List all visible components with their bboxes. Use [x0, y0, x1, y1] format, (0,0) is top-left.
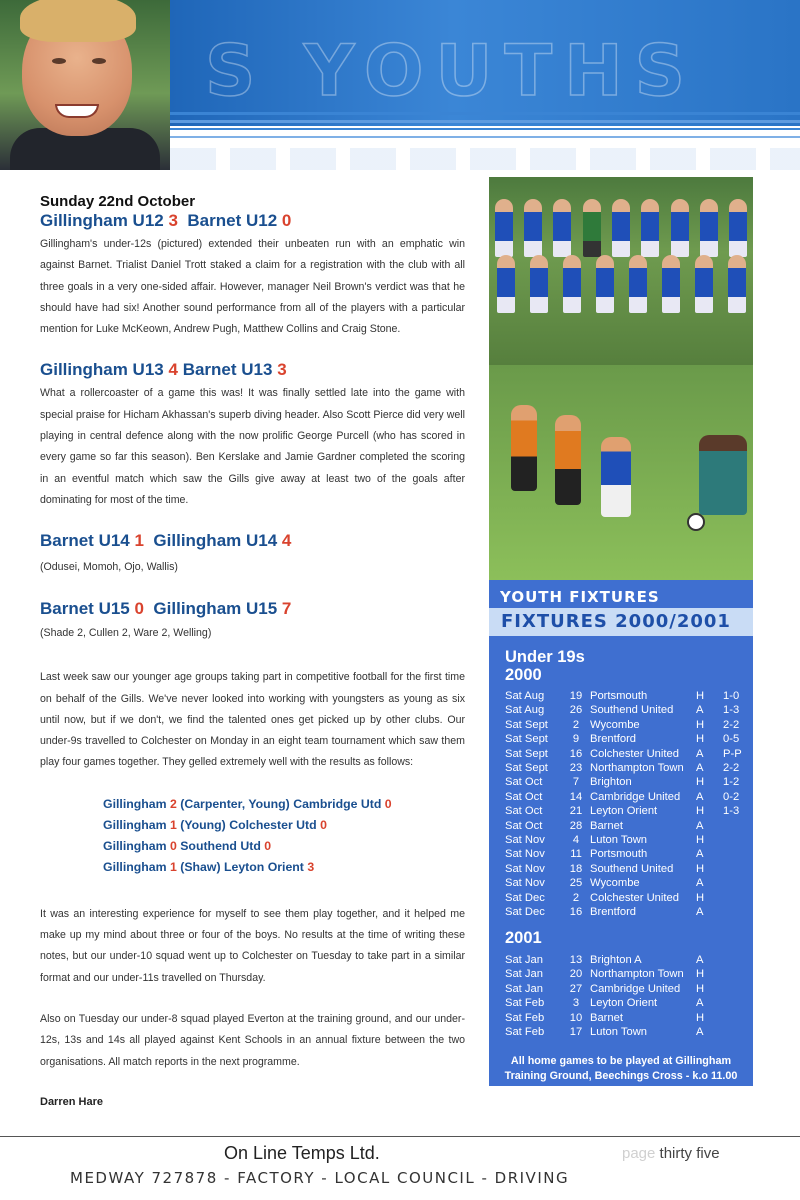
fixture-opponent: Wycombe — [590, 718, 640, 731]
fixture-opponent: Southend United — [590, 862, 674, 875]
home-score: 0 — [134, 599, 144, 619]
report-date: Sunday 22nd October — [40, 193, 196, 210]
match-report: Gillingham's under-12s (pictured) extended their unbeaten run with an emphatic win against Barnet. Trialist Daniel Trott staked a claim for a registration with the club with all three goals in a very one-sided affair. However, manager Neil Brown's verdict was that he should have had six! Another sound performance from all of the players with a particular mention for Luke McKeown, Andrew Pugh, Matthew Collins and Craig Stone. — [40, 238, 465, 336]
player-figure — [596, 255, 614, 313]
player-figure — [563, 255, 581, 313]
fixture-date: 26 — [569, 704, 583, 717]
fixture-row — [505, 1011, 753, 1025]
fixture-opponent: Southend United — [590, 704, 674, 717]
footer-divider — [0, 1136, 800, 1137]
fixture-day: Sat Dec — [505, 906, 545, 919]
player-figure — [495, 199, 513, 257]
fixture-score: 2-2 — [723, 762, 740, 775]
fixture-venue: A — [696, 762, 704, 775]
fixture-opponent: Luton Town — [590, 1026, 648, 1039]
fixture-venue: H — [696, 805, 705, 818]
result-team: Gillingham — [103, 817, 167, 832]
fixture-venue: H — [696, 1011, 705, 1024]
fixture-row — [505, 819, 753, 833]
player-figure — [728, 255, 746, 313]
fixture-score — [723, 847, 753, 861]
fixture-score: 1-3 — [723, 704, 740, 717]
home-team: Barnet U14 — [40, 531, 130, 551]
fixture-date: 19 — [569, 690, 583, 702]
year-heading: 2000 — [505, 666, 542, 684]
coach-portrait — [0, 0, 170, 170]
fixture-venue: A — [696, 906, 704, 919]
fixture-venue: A — [696, 704, 704, 717]
fixture-date: 9 — [572, 733, 580, 746]
fixture-row — [505, 905, 753, 919]
fixture-venue: A — [696, 790, 704, 803]
fixture-row — [505, 1025, 753, 1039]
banner-ghost-band — [170, 148, 800, 170]
fixture-day: Sat Nov — [505, 848, 545, 861]
fixture-day: Sat Sept — [505, 718, 548, 731]
player-figure — [729, 199, 747, 257]
fixture-row — [505, 790, 753, 804]
fixture-date: 11 — [570, 848, 582, 861]
player-figure — [641, 199, 659, 257]
fixture-opponent: Colchester United — [590, 891, 679, 904]
team-back-row — [489, 199, 753, 257]
fixture-date: 14 — [569, 790, 583, 803]
result-line — [103, 815, 465, 836]
player-figure — [612, 199, 630, 257]
age-group-heading: Under 19s — [505, 648, 585, 666]
result-opponent-score: 0 — [384, 796, 392, 811]
player-figure — [497, 255, 515, 313]
closing-paragraph: Also on Tuesday our under-8 squad played Everton at the training ground, and our under-12s, 13s and 14s all played against Kent Schools in an annual fixture between the two organisations. All match reports in the next programme. — [40, 1012, 465, 1068]
fixture-score — [723, 819, 753, 833]
player-figure — [524, 199, 542, 257]
fixture-row — [505, 862, 753, 876]
fixture-venue: A — [696, 877, 704, 890]
match-report: What a rollercoaster of a game this was! It was finally settled late into the game with special praise for Hicham Akhassan's superb diving header. Also Scott Pierce did very well playing in central defence along with the now prolific George Purcell (who has scored in every game so far this season). Ben Kerslake and Jamie Gardner completed the scoring in an eventful match which saw the Gills give away at least two of the goals after dominating for most of the time. — [40, 387, 465, 506]
fixture-opponent: Northampton Town — [590, 762, 684, 775]
home-score: 3 — [168, 211, 178, 230]
fixture-score — [723, 953, 753, 967]
fixture-date: 20 — [569, 968, 583, 981]
away-team: Gillingham U15 — [153, 599, 278, 619]
fixture-row — [505, 967, 753, 981]
fixture-date: 16 — [569, 747, 583, 760]
banner-title: S YOUTHS — [205, 30, 698, 112]
year-heading: 2001 — [505, 929, 542, 947]
fixture-score: 2-2 — [723, 718, 740, 731]
fixture-row — [505, 876, 753, 890]
fixture-venue: A — [696, 848, 704, 861]
fixture-score — [723, 833, 753, 847]
fixture-opponent: Colchester United — [590, 747, 679, 760]
fixture-opponent: Portsmouth — [590, 848, 648, 861]
result-scorers: (Young) — [180, 817, 226, 832]
banner-stripe — [170, 112, 800, 115]
fixture-opponent: Brentford — [590, 906, 637, 919]
home-team: Gillingham U13 — [40, 360, 164, 380]
fixture-score — [723, 876, 753, 890]
fixture-day: Sat Sept — [505, 747, 548, 760]
fixture-date: 17 — [569, 1026, 583, 1039]
result-score: 2 — [169, 796, 177, 811]
fixture-venue: A — [696, 747, 704, 760]
player-figure — [629, 255, 647, 313]
result-line — [103, 836, 465, 857]
fixture-date: 28 — [569, 819, 583, 832]
fixture-opponent: Cambridge United — [590, 982, 681, 995]
result-opponent-score: 3 — [307, 859, 315, 874]
player-figure — [662, 255, 680, 313]
fixture-row — [505, 747, 753, 761]
fixture-date: 25 — [569, 877, 583, 890]
fixture-opponent: Portsmouth — [590, 690, 648, 702]
fixture-date: 7 — [572, 776, 580, 789]
player-figure — [583, 199, 601, 257]
fixture-date: 13 — [569, 954, 583, 966]
fixture-opponent: Northampton Town — [590, 968, 684, 981]
fixture-row — [505, 703, 753, 717]
fixture-score — [723, 862, 753, 876]
away-score: 0 — [281, 211, 292, 230]
fixture-row — [505, 996, 753, 1010]
fixture-date: 23 — [569, 762, 583, 775]
fixture-row — [505, 891, 753, 905]
fixture-day: Sat Sept — [505, 762, 548, 775]
team-photo — [489, 177, 753, 365]
team-front-row — [489, 255, 753, 313]
fixture-score — [723, 891, 753, 905]
fixture-opponent: Leyton Orient — [590, 997, 658, 1010]
fixture-day: Sat Jan — [505, 954, 543, 966]
fixture-venue: H — [696, 968, 705, 981]
fixtures-table-2000 — [505, 689, 753, 920]
fixture-score — [723, 996, 753, 1010]
portrait-eye — [52, 58, 66, 64]
fixture-venue: H — [696, 891, 705, 904]
home-score: 1 — [134, 531, 144, 551]
fixture-row — [505, 804, 753, 818]
football — [687, 513, 705, 531]
fixture-row — [505, 718, 753, 732]
match-heading — [40, 210, 465, 232]
youth-fixtures-title: YOUTH FIXTURES — [500, 588, 660, 603]
page-label: page — [622, 1145, 656, 1162]
fixture-venue: H — [696, 776, 705, 789]
fixture-date: 10 — [569, 1011, 583, 1024]
result-score: 1 — [169, 859, 177, 874]
author-name: Darren Hare — [40, 1095, 103, 1108]
fixtures-table-2001 — [505, 953, 753, 1039]
fixture-score: 1-3 — [723, 805, 740, 818]
away-score: 4 — [281, 531, 292, 551]
fixture-row — [505, 761, 753, 775]
sponsor-name: On Line Temps Ltd. — [224, 1143, 380, 1163]
away-team: Barnet U12 — [187, 211, 278, 230]
fixture-venue: H — [696, 718, 705, 731]
fixture-score — [723, 967, 753, 981]
banner-stripe — [170, 136, 800, 138]
fixture-row — [505, 953, 753, 967]
fixture-score: 0-5 — [723, 733, 740, 746]
player-figure — [553, 199, 571, 257]
fixture-score — [723, 905, 753, 919]
result-opponent: Southend Utd — [180, 838, 261, 853]
fixture-day: Sat Oct — [505, 805, 543, 818]
fixture-day: Sat Aug — [505, 704, 545, 717]
result-scorers: (Shaw) — [180, 859, 221, 874]
fixture-row — [505, 847, 753, 861]
fixture-score: 1-2 — [723, 776, 740, 789]
away-team: Gillingham U14 — [153, 531, 278, 551]
under9-results — [103, 794, 465, 878]
result-line — [103, 794, 465, 815]
intro-paragraph: Last week saw our younger age groups taking part in competitive football for the first time on behalf of the Gills. We've never looked into working with youngsters as young as six until now, but if we don't, we find the talented ones get picked up by other clubs. Our under-9s travelled to Colchester on Monday in an eight team tournament which saw them play four games together. They gelled extremely well with the results as follows: — [40, 671, 465, 769]
goalkeeper-figure — [699, 435, 747, 515]
fixture-row — [505, 732, 753, 746]
fixture-date: 2 — [572, 891, 580, 904]
result-opponent: Leyton Orient — [223, 859, 304, 874]
home-team: Gillingham U12 — [40, 211, 164, 230]
fixture-venue: A — [696, 1026, 704, 1039]
portrait-hair — [20, 0, 136, 42]
page-value: thirty five — [659, 1145, 720, 1162]
match-heading — [40, 598, 465, 620]
fixture-row — [505, 689, 753, 703]
fixtures-footnote — [489, 1054, 753, 1084]
home-team: Barnet U15 — [40, 599, 130, 619]
fixture-day: Sat Nov — [505, 877, 545, 890]
fixture-day: Sat Oct — [505, 790, 543, 803]
fixture-row — [505, 833, 753, 847]
fixture-day: Sat Feb — [505, 997, 545, 1010]
fixture-venue: A — [696, 819, 704, 832]
player-figure — [695, 255, 713, 313]
fixture-day: Sat Dec — [505, 891, 545, 904]
sponsor-details: MEDWAY 727878 - FACTORY - LOCAL COUNCIL - DRIVING — [70, 1169, 570, 1187]
fixture-score — [723, 1025, 753, 1039]
footnote-line: Training Ground, Beechings Cross - k.o 11.00 — [504, 1070, 738, 1082]
portrait-eye — [92, 58, 106, 64]
fixture-score — [723, 1011, 753, 1025]
fixture-opponent: Cambridge United — [590, 790, 681, 803]
fixture-day: Sat Sept — [505, 733, 548, 746]
result-line — [103, 857, 465, 878]
fixture-venue: H — [696, 834, 705, 847]
fixture-day: Sat Nov — [505, 862, 545, 875]
fixture-opponent: Barnet — [590, 1011, 623, 1024]
fixture-score: 1-0 — [723, 690, 740, 702]
fixture-day: Sat Jan — [505, 982, 543, 995]
player-figure — [671, 199, 689, 257]
fixture-day: Sat Feb — [505, 1011, 545, 1024]
fixture-venue: H — [696, 982, 705, 995]
fixture-day: Sat Feb — [505, 1026, 545, 1039]
result-opponent-score: 0 — [264, 838, 272, 853]
fixture-venue: H — [696, 690, 705, 702]
fixture-venue: H — [696, 862, 705, 875]
match-heading — [40, 530, 465, 552]
match-heading — [40, 359, 465, 381]
match-action-photo — [489, 365, 753, 580]
fixture-opponent: Leyton Orient — [590, 805, 658, 818]
fixture-date: 21 — [569, 805, 583, 818]
result-score: 1 — [169, 817, 177, 832]
banner-stripe — [170, 120, 800, 123]
fixture-opponent: Wycombe — [590, 877, 640, 890]
fixture-opponent: Brighton — [590, 776, 632, 789]
fixture-day: Sat Oct — [505, 776, 543, 789]
away-score: 7 — [281, 599, 292, 619]
fixture-day: Sat Nov — [505, 834, 545, 847]
goal-scorers: (Odusei, Momoh, Ojo, Wallis) — [40, 561, 178, 574]
page-number — [622, 1145, 720, 1162]
fixture-date: 16 — [569, 906, 583, 919]
fixture-row — [505, 982, 753, 996]
fixture-day: Sat Oct — [505, 819, 543, 832]
player-figure — [530, 255, 548, 313]
youth-report-article — [40, 193, 465, 1108]
fixture-date: 18 — [569, 862, 583, 875]
home-score: 4 — [168, 360, 178, 380]
player-figure — [555, 415, 581, 505]
banner-stripe — [170, 128, 800, 130]
fixture-date: 4 — [572, 834, 580, 847]
fixture-row — [505, 775, 753, 789]
fixture-day: Sat Jan — [505, 968, 543, 981]
fixtures-sidebar — [489, 177, 753, 1086]
fixture-venue: A — [696, 997, 704, 1010]
result-team: Gillingham — [103, 859, 167, 874]
header-banner — [0, 0, 800, 170]
player-figure — [601, 437, 631, 517]
goal-scorers: (Shade 2, Cullen 2, Ware 2, Welling) — [40, 627, 212, 640]
fixture-venue: A — [696, 954, 704, 966]
result-score: 0 — [169, 838, 177, 853]
fixture-venue: H — [696, 733, 705, 746]
fixture-score: P-P — [723, 747, 742, 760]
fixture-score: 0-2 — [723, 790, 740, 803]
fixture-date: 2 — [572, 718, 580, 731]
fixture-date: 3 — [572, 997, 580, 1010]
experience-paragraph: It was an interesting experience for myself to see them play together, and it helped me make up my mind about three or four of the boys. No results at the time of writing these notes, but our under-10 squad went up to Colchester on Tuesday to take part in a similar format and our under-11s travelled on Thursday. — [40, 907, 465, 984]
fixture-day: Sat Aug — [505, 690, 545, 702]
fixture-score — [723, 982, 753, 996]
player-figure — [700, 199, 718, 257]
player-figure — [511, 405, 537, 491]
fixture-date: 27 — [569, 982, 583, 995]
result-team: Gillingham — [103, 796, 167, 811]
result-scorers: (Carpenter, Young) — [180, 796, 290, 811]
fixture-opponent: Luton Town — [590, 834, 648, 847]
result-opponent: Colchester Utd — [229, 817, 317, 832]
result-opponent-score: 0 — [320, 817, 327, 832]
away-team: Barnet U13 — [182, 360, 273, 380]
footnote-line: All home games to be played at Gillingham — [510, 1055, 732, 1067]
away-score: 3 — [277, 360, 287, 380]
fixture-opponent: Barnet — [590, 819, 623, 832]
fixture-opponent: Brentford — [590, 733, 637, 746]
result-team: Gillingham — [103, 838, 167, 853]
fixture-opponent: Brighton A — [590, 954, 642, 966]
fixtures-season-title: FIXTURES 2000/2001 — [501, 611, 731, 632]
result-opponent: Cambridge Utd — [293, 796, 382, 811]
